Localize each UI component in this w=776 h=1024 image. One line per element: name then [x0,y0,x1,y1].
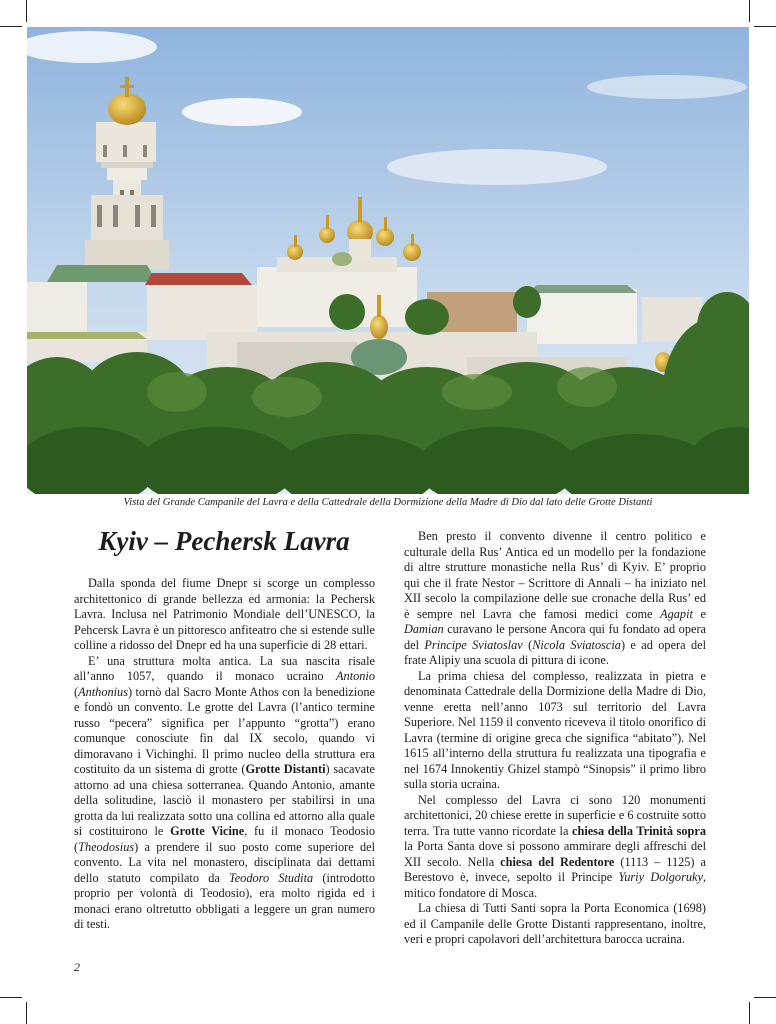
paragraph: Ben presto il convento divenne il centro politico e culturale della Rus’ Antica ed un modello per la fondazione di altre strutture monastiche nella Rus’ di Kyiv. E’ proprio qui che il frate Nestor – Scrittore di Annali – ha iniziato nel XII secolo la compilazione delle sue cronache della Rus’ ed è sempre nel Lavra che famosi medici come Agapit e Damian curavano le persone Ancora qui fu fondato ad opera del Principe Sviatoslav (Nicola Sviatoscia) e ad opera del frate Alipiy una scuola di pittura di icone. [404,529,706,667]
crop-mark [26,1002,27,1024]
lavra-photo [27,27,749,494]
photo-caption: Vista del Grande Campanile del Lavra e della Cattedrale della Dormizione della Madre di Dio dal lato delle Grotte Distanti [123,497,653,508]
right-column [404,529,706,948]
paragraph: E’ una struttura molta antica. La sua nascita risale all’anno 1057, quando il monaco ucraino Antonio (Anthonius) tornò dal Sacro Monte Athos con la benedizione e fondò un convento. Le grotte del Lavra (l’antico termine russo “pecera” significa per l’appunto “grotta”) erano comunque conosciute fin dal IX secolo, quando vi dimoravano i Vichinghi. Il primo nucleo della struttura era costituito da un sistema di grotte (Grotte Distanti) sacavate attorno ad una chiesa sotterranea. Quando Antonio, amante della solitudine, lasciò il monastero per stabilirsi in una grotta da lui realizzata sotto una collina ed attorno alla quale si costituirono le Grotte Vicine, fu il monaco Teodosio (Theodosius) a prendere il suo posto come superiore del convento. La vita nel monastero, disciplinata dai dettami dello statuto compilato da Teodoro Studita (introdotto proprio per volontà di Teodosio), era molto rigida ed i monaci erano oltretutto obbligati a leggere un gran numero di testi. [74,653,376,931]
crop-mark [0,997,22,998]
paragraph: Nel complesso del Lavra ci sono 120 monumenti architettonici, 20 chiese erette in superficie e 6 costruite sotto terra. Tra tutte vanno ricordate la chiesa della Trinità sopra la Porta Santa dove si possono ammirare degli affreschi del XII secolo. Nella chiesa del Redentore (1113 – 1125) a Berestovo è, invece, sepolto il Principe Yuriy Dolgoruky, mitico fondatore di Mosca. [404,792,706,900]
crop-mark [754,997,776,998]
left-column [74,576,375,933]
page-number: 2 [74,960,80,974]
crop-mark [749,0,750,22]
crop-mark [749,1002,750,1024]
paragraph: Dalla sponda del fiume Dnepr si scorge un complesso architettonico di grande bellezza ed armonia: la Pechersk Lavra. Inclusa nel Patrimonio Mondiale dell’UNESCO, la Pehcersk Lavra è un pittoresco anfiteatro che si estende sulle colline a ridosso del Dnepr ed ha una superficie di 28 ettari. [74,576,375,652]
article-title: Kyiv – Pechersk Lavra [98,526,350,556]
crop-mark [26,0,27,22]
crop-mark [754,26,776,27]
paragraph: La prima chiesa del complesso, realizzata in pietra e denominata Cattedrale della Dormizione della Madre di Dio, venne eretta nell’anno 1073 sul territorio del Lavra Superiore. Nel 1159 il convento riceveva il titolo onorifico di Lavra (termine di origine greca che significa “abitato”). Nel 1615 all’interno della struttura fu realizzata una tipografia e nel 1674 Innokentiy Ghizel stampò “Sinopsis” il primo libro sulla storia ucraina. [404,668,706,791]
paragraph: La chiesa di Tutti Santi sopra la Porta Economica (1698) ed il Campanile delle Grotte Distanti rappresentano, inoltre, veri e propri capolavori dell’architettura barocca ucraina. [404,901,706,946]
crop-mark [0,26,22,27]
